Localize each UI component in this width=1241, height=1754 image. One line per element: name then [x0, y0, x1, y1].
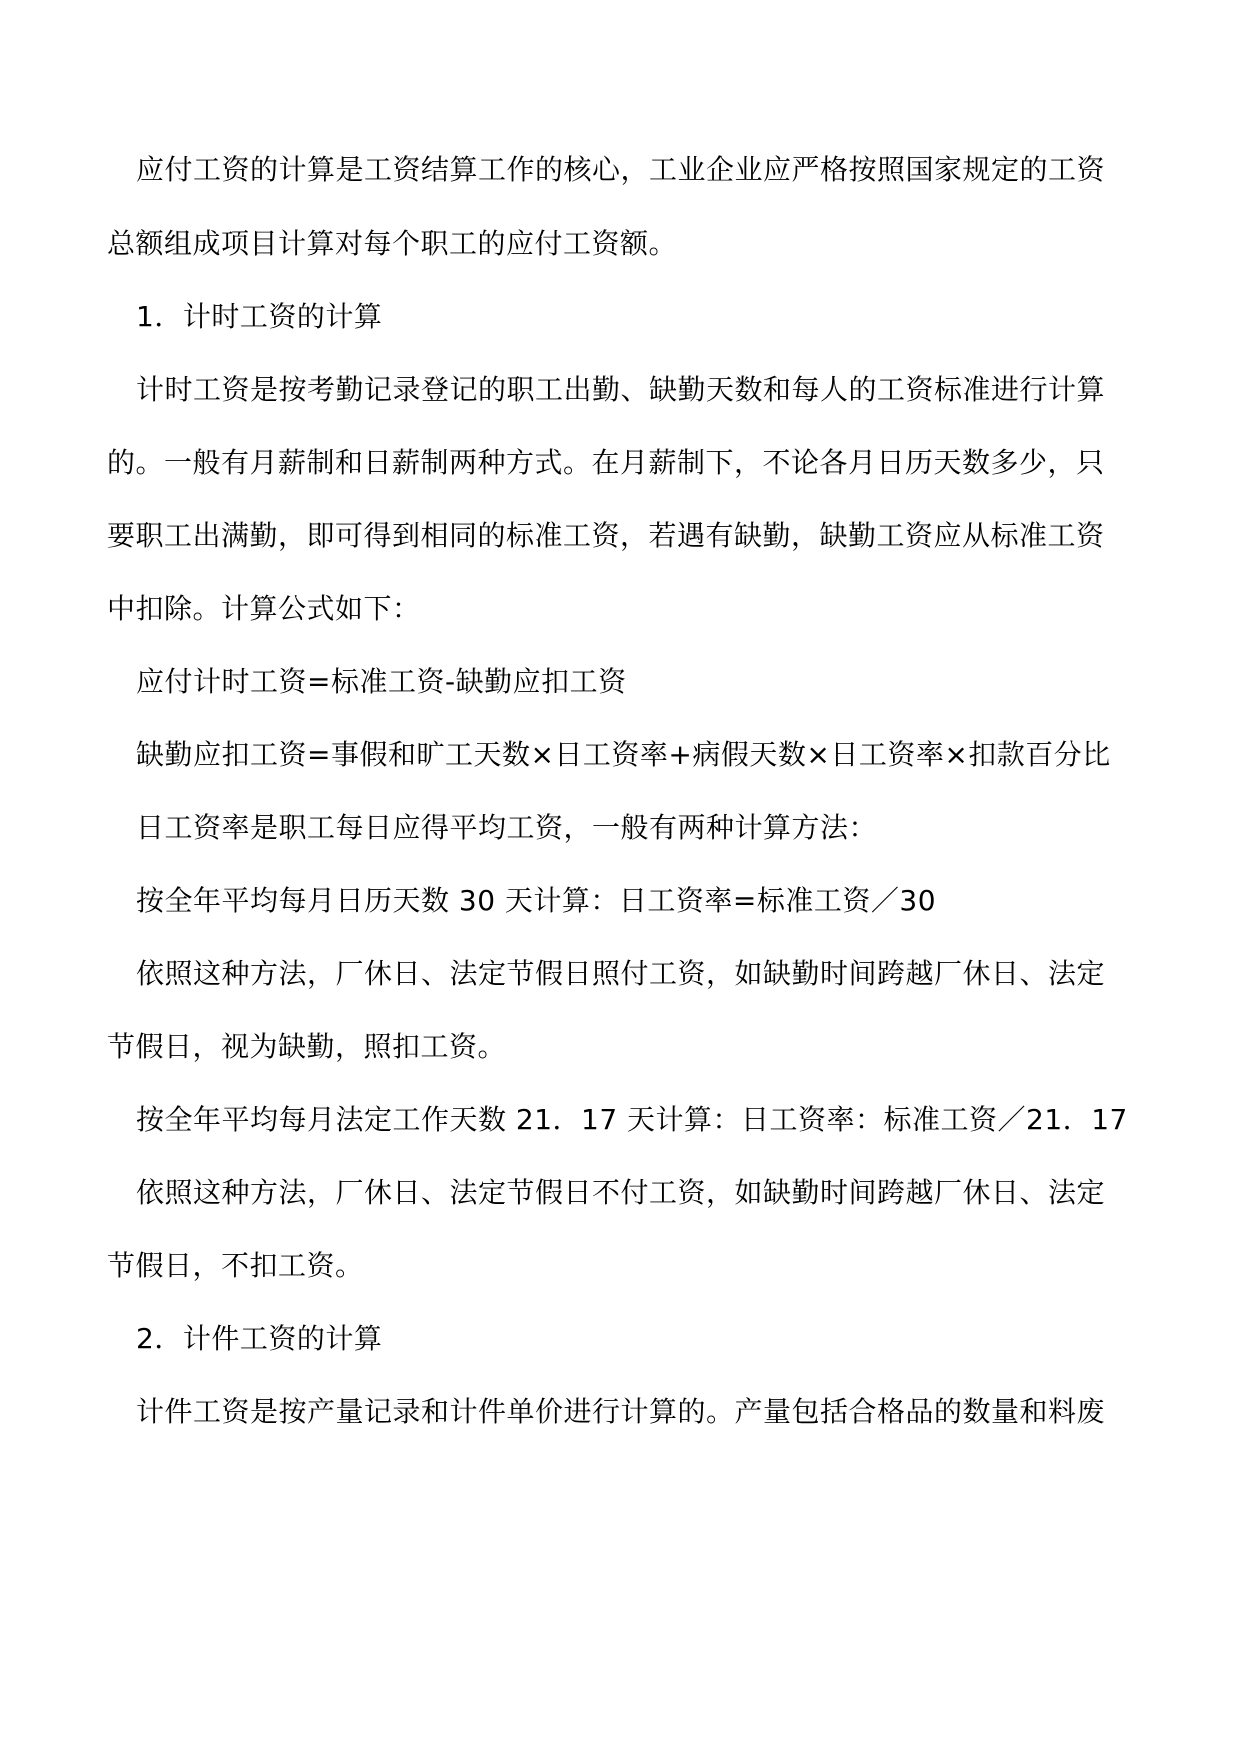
paragraph-line: 总额组成项目计算对每个职工的应付工资额。 [107, 227, 678, 260]
paragraph-line: 依照这种方法，厂休日、法定节假日照付工资，如缺勤时间跨越厂休日、法定 [136, 957, 1106, 990]
paragraph-line: 计件工资是按产量记录和计件单价进行计算的。产量包括合格品的数量和料废 [136, 1395, 1106, 1428]
paragraph-line: 日工资率是职工每日应得平均工资，一般有两种计算方法： [136, 811, 878, 844]
section-heading: 1．计时工资的计算 [136, 300, 383, 333]
paragraph-line: 要职工出满勤，即可得到相同的标准工资，若遇有缺勤，缺勤工资应从标准工资 [107, 519, 1105, 552]
paragraph-line: 中扣除。计算公式如下： [107, 592, 421, 625]
paragraph-line: 依照这种方法，厂休日、法定节假日不付工资，如缺勤时间跨越厂休日、法定 [136, 1176, 1106, 1209]
formula-line: 应付计时工资=标准工资-缺勤应扣工资 [136, 665, 627, 698]
paragraph-line: 计时工资是按考勤记录登记的职工出勤、缺勤天数和每人的工资标准进行计算 [136, 373, 1106, 406]
formula-line: 按全年平均每月日历天数 30 天计算：日工资率=标准工资／30 [136, 884, 937, 917]
paragraph-line: 应付工资的计算是工资结算工作的核心，工业企业应严格按照国家规定的工资 [136, 153, 1106, 186]
section-heading: 2．计件工资的计算 [136, 1322, 383, 1355]
paragraph-line: 的。一般有月薪制和日薪制两种方式。在月薪制下，不论各月日历天数多少，只 [107, 446, 1105, 479]
formula-line: 按全年平均每月法定工作天数 21．17 天计算：日工资率：标准工资／21．17 [136, 1103, 1128, 1136]
paragraph-line: 节假日，视为缺勤，照扣工资。 [107, 1030, 507, 1063]
paragraph-line: 节假日，不扣工资。 [107, 1249, 364, 1282]
formula-line: 缺勤应扣工资=事假和旷工天数×日工资率+病假天数×日工资率×扣款百分比 [136, 738, 1111, 771]
